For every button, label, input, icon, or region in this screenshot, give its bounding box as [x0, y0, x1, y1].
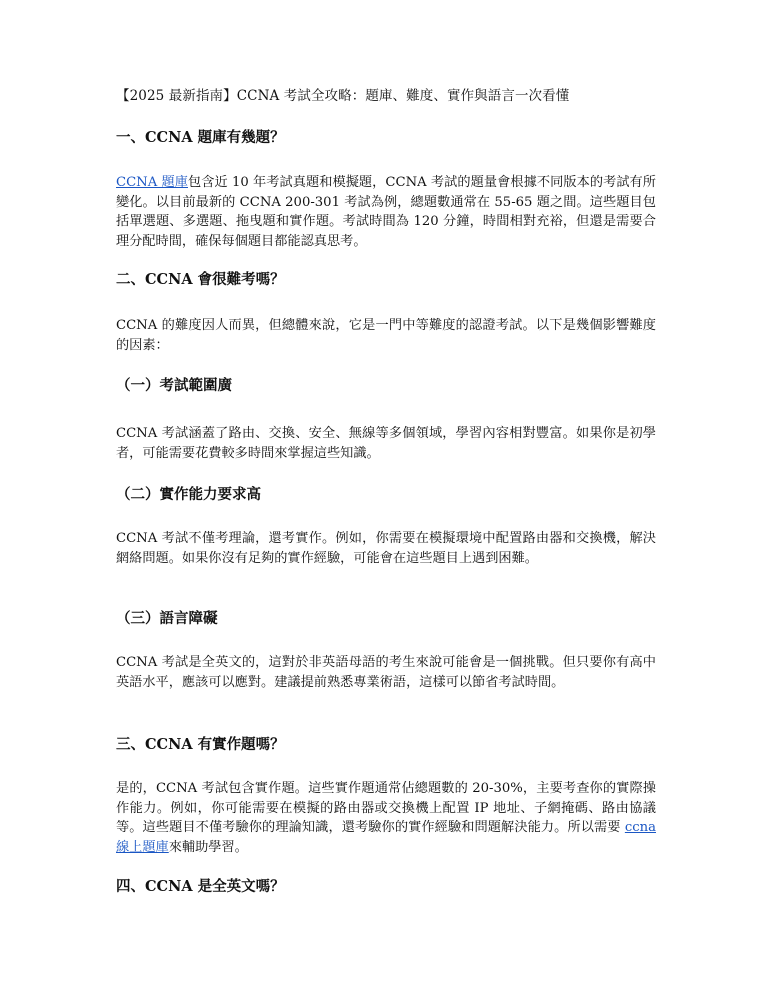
section-1-heading: 一、CCNA 題庫有幾題？ — [116, 129, 285, 146]
subsection-3-paragraph: CCNA 考試是全英文的，這對於非英語母語的考生來說可能會是一個挑戰。但只要你有高中英語水平，應該可以應對。建議提前熟悉專業術語，這樣可以節省考試時間。 — [116, 655, 656, 690]
subsection-2-heading: （二）實作能力要求高 — [116, 486, 261, 503]
subsection-1-heading: （一）考試範圍廣 — [116, 377, 232, 394]
section-3-paragraph — [116, 779, 656, 857]
section-3-heading: 三、CCNA 有實作題嗎？ — [116, 736, 285, 753]
ccna-online-question-bank-link[interactable]: ccna 線上題庫 — [116, 820, 656, 855]
subsection-3-heading: （三）語言障礙 — [116, 610, 218, 627]
section-4-heading: 四、CCNA 是全英文嗎？ — [116, 878, 285, 895]
subsection-1-paragraph: CCNA 考試涵蓋了路由、交換、安全、無線等多個領域，學習內容相對豐富。如果你是初學者，可能需要花費較多時間來掌握這些知識。 — [116, 426, 656, 461]
subsection-2-paragraph: CCNA 考試不僅考理論，還考實作。例如，你需要在模擬環境中配置路由器和交換機，解決網絡問題。如果你沒有足夠的實作經驗，可能會在這些題目上遇到困難。 — [116, 531, 656, 566]
section-2-intro: CCNA 的難度因人而異，但總體來說，它是一門中等難度的認證考試。以下是幾個影響難度的因素： — [116, 318, 656, 353]
document-title: 【2025 最新指南】CCNA 考試全攻略：題庫、難度、實作與語言一次看懂 — [116, 88, 570, 104]
section-1-paragraph — [116, 173, 656, 251]
section-1-body-text: 包含近 10 年考試真題和模擬題，CCNA 考試的題量會根據不同版本的考試有所變化。以目前最新的 CCNA 200-301 考試為例，總題數通常在 55-65 題之間。這些題目包括單選題、多選題、拖曳題和實作題。考試時間為 120 分鐘，時間相對充裕，但還是需要合理分配時間，確保每個題目都能認真思考。 — [116, 175, 656, 249]
ccna-question-bank-link[interactable]: CCNA 題庫 — [116, 175, 188, 190]
section-3-body-tail: 來輔助學習。 — [168, 839, 248, 855]
section-3-body-text: 是的，CCNA 考試包含實作題。這些實作題通常佔總題數的 20-30%，主要考查你的實際操作能力。例如，你可能需要在模擬的路由器或交換機上配置 IP 地址、子網掩碼、路由協議等。這些題目不僅考驗你的理論知識，還考驗你的實作經驗和問題解決能力。所以需要 — [116, 781, 656, 835]
section-2-heading: 二、CCNA 會很難考嗎？ — [116, 271, 285, 288]
